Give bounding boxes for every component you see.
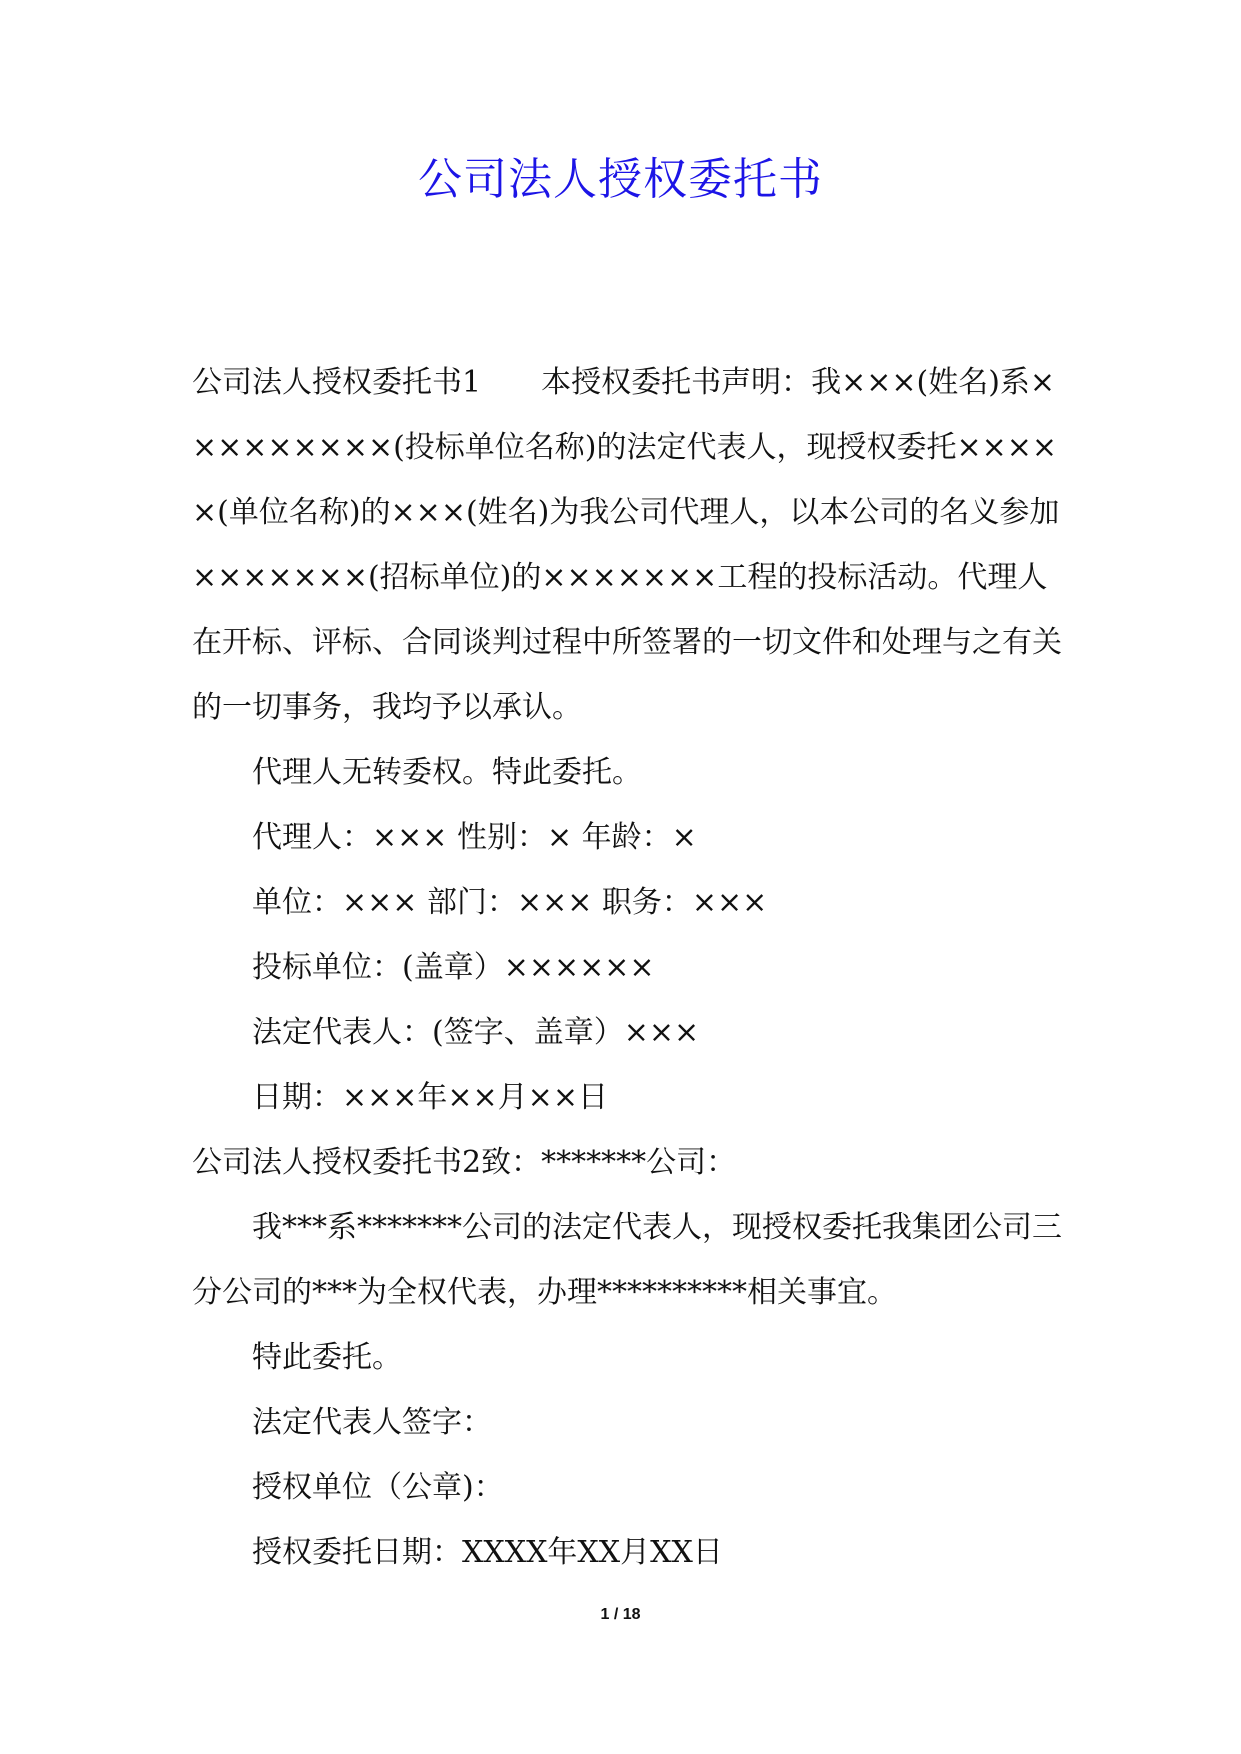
paragraph-authorizing-unit: 授权单位（公章)：	[252, 1470, 504, 1505]
paragraph-declaration: 公司法人授权委托书1 本授权委托书声明：我×××(姓名)系×××××××××(投标单位名称)的法定代表人，现授权委托×××××(单位名称)的×××(姓名)为我公司代理人，以本公司的名义参加×××××××(招标单位)的×××××××工程的投标活动。代理人在开标、评标、合同谈判过程中所签署的一切文件和处理与之有关的一切事务，我均予以承认。	[192, 365, 1062, 725]
paragraph-hereby: 特此委托。	[252, 1340, 402, 1375]
paragraph-second-letter-heading: 公司法人授权委托书2致：*******公司：	[192, 1145, 737, 1180]
paragraph-unit-info: 单位：××× 部门：××× 职务：×××	[252, 885, 768, 920]
document-body	[192, 350, 1072, 1585]
paragraph-agent-info: 代理人：××× 性别：× 年龄：×	[252, 820, 697, 855]
paragraph-authorization-date: 授权委托日期：XXXX年XX月XX日	[252, 1535, 723, 1570]
paragraph-legal-rep: 法定代表人：(签字、盖章）×××	[252, 1015, 700, 1050]
paragraph-date: 日期：×××年××月××日	[252, 1080, 608, 1115]
document-title: 公司法人授权委托书	[418, 154, 823, 205]
paragraph-second-letter-body: 我***系*******公司的法定代表人，现授权委托我集团公司三分公司的***为全权代表，办理**********相关事宜。	[192, 1210, 1062, 1310]
page-number: 1 / 18	[600, 1606, 641, 1623]
paragraph-no-subdelegation: 代理人无转委权。特此委托。	[252, 755, 642, 790]
paragraph-legal-rep-signature: 法定代表人签字：	[252, 1405, 492, 1440]
paragraph-bidding-unit: 投标单位：(盖章）××××××	[252, 950, 655, 985]
